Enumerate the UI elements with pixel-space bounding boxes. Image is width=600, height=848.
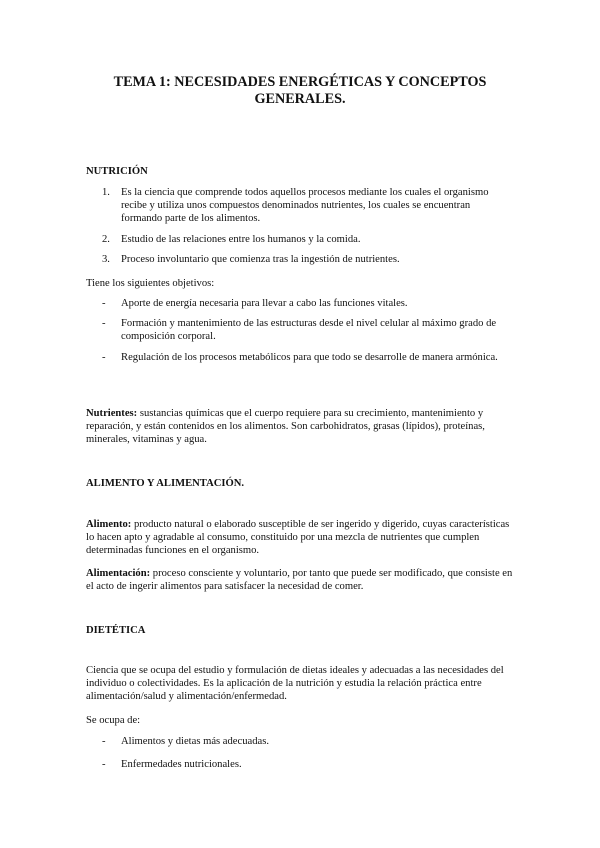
alimento-term: Alimento: <box>86 519 132 530</box>
alimentacion-text: proceso consciente y voluntario, por tanto que puede ser modificado, que consiste en el acto de ingerir alimentos para satisfacer la necesidad de comer. <box>86 568 513 593</box>
list-item-text: Proceso involuntario que comienza tras la ingestión de nutrientes. <box>121 253 400 265</box>
alimento-paragraph <box>86 518 514 558</box>
se-ocupa-text: Se ocupa de: <box>86 715 141 726</box>
nutrientes-text: sustancias químicas que el cuerpo requiere para su crecimiento, mantenimiento y reparación, y están contenidos en los alimentos. Son carbohidratos, grasas (lípidos), proteínas, minerales, vitaminas y agua. <box>86 408 485 446</box>
alimento-text: producto natural o elaborado susceptible de ser ingerido y digerido, cuyas características lo hacen apto y agradable al consumo, constituido por una mezcla de nutrientes que cumplen determinadas funciones en el organismo. <box>86 519 510 557</box>
nutricion-definitions <box>86 186 514 273</box>
list-item <box>86 186 514 226</box>
se-ocupa-intro <box>86 714 514 727</box>
nutrientes-term: Nutrientes: <box>86 408 138 419</box>
list-number: 3. <box>102 253 110 265</box>
dietetica-section <box>86 624 514 637</box>
alimentacion-paragraph <box>86 567 514 593</box>
list-number: 1. <box>102 187 110 198</box>
dietetica-definition: Ciencia que se ocupa del estudio y formulación de dietas ideales y adecuadas a las necesidades del individuo o colectividades. Es la aplicación de la nutrición y estudia la relación práctica entre alimentación/salud y alimentación/enfermedad. <box>86 665 504 703</box>
objetivos-list-block <box>86 297 514 371</box>
list-item-text: Estudio de las relaciones entre los humanos y la comida. <box>121 233 361 245</box>
list-item-text: Es la ciencia que comprende todos aquellos procesos mediante los cuales el organismo recibe y utiliza unos compuestos denominados nutrientes, los cuales se encuentran formando parte de los alimentos. <box>121 187 489 225</box>
list-item <box>86 233 514 246</box>
dash-bullet: - <box>102 298 106 309</box>
list-number: 2. <box>102 233 110 245</box>
nutricion-numbered-list <box>86 186 514 266</box>
objetivos-intro <box>86 277 514 290</box>
alimentacion-term: Alimentación: <box>86 568 151 579</box>
alimentacion-definition <box>86 567 514 593</box>
list-item <box>86 351 514 364</box>
dash-bullet: - <box>102 351 106 363</box>
list-item <box>86 297 514 310</box>
dash-bullet: - <box>102 318 106 330</box>
dietetica-list-block <box>86 735 514 778</box>
list-item-text: Regulación de los procesos metabólicos para que todo se desarrolle de manera armónica. <box>121 351 498 363</box>
nutricion-section <box>86 165 514 178</box>
list-item <box>86 735 514 748</box>
dietetica-paragraph <box>86 664 514 704</box>
list-item-text: Enfermedades nutricionales. <box>121 759 242 771</box>
document-title: TEMA 1: NECESIDADES ENERGÉTICAS Y CONCEPTOS GENERALES. <box>113 74 487 107</box>
list-item-text: Alimentos y dietas más adecuadas. <box>121 736 269 747</box>
nutricion-heading: NUTRICIÓN <box>86 166 148 177</box>
nutrientes-paragraph <box>86 407 514 447</box>
alimento-definition <box>86 518 514 558</box>
list-item <box>86 317 514 343</box>
objetivos-intro-text: Tiene los siguientes objetivos: <box>86 278 215 289</box>
objetivos-list <box>86 297 514 364</box>
list-item <box>86 253 514 266</box>
list-item-text: Aporte de energía necesaria para llevar a cabo las funciones vitales. <box>121 298 408 309</box>
alimento-section <box>86 477 514 490</box>
dietetica-list <box>86 735 514 771</box>
dietetica-heading: DIETÉTICA <box>86 625 146 636</box>
dash-bullet: - <box>102 736 106 747</box>
list-item <box>86 758 514 771</box>
list-item-text: Formación y mantenimiento de las estructuras desde el nivel celular al máximo grado de composición corporal. <box>121 318 497 343</box>
alimento-heading: ALIMENTO Y ALIMENTACIÓN. <box>86 478 245 489</box>
dash-bullet: - <box>102 759 106 771</box>
nutrientes-definition <box>86 407 514 447</box>
